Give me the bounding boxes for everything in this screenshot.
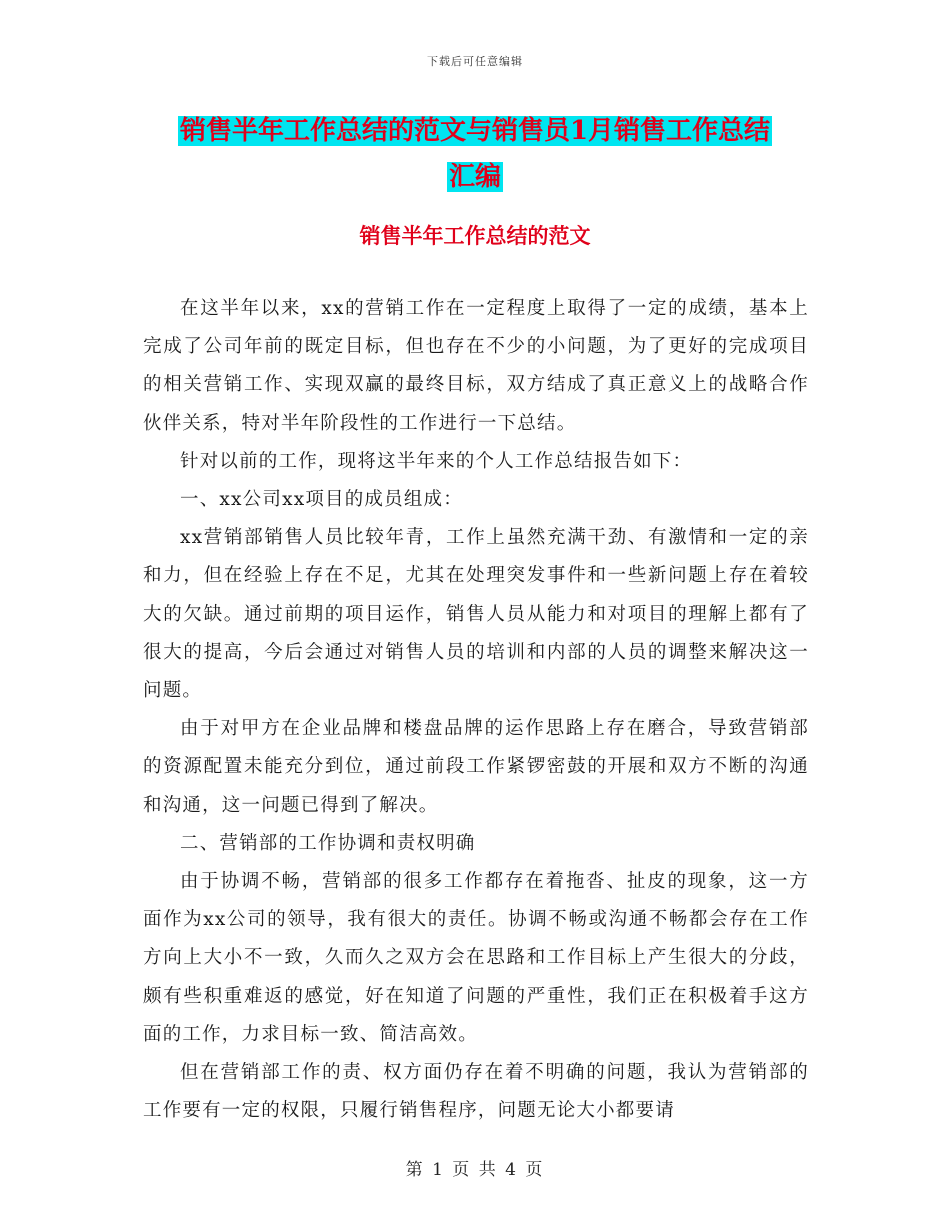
document-title-line-2: 汇编 [448,162,501,192]
paragraph: 在这半年以来，xx的营销工作在一定程度上取得了一定的成绩，基本上完成了公司年前的既定目标，但也存在不少的小问题，为了更好的完成项目的相关营销工作、实现双赢的最终目标，双方结成了真正意义上的战略合作伙伴关系，特对半年阶段性的工作进行一下总结。 [143,298,809,434]
paragraph: 针对以前的工作，现将这半年来的个人工作总结报告如下： [180,450,693,472]
paragraph: 由于对甲方在企业品牌和楼盘品牌的运作思路上存在磨合，导致营销部的资源配置未能充分到位，通过前段工作紧锣密鼓的开展和双方不断的沟通和沟通，这一问题已得到了解决。 [143,718,809,816]
body-text [143,290,809,1130]
paragraph-heading: 二、营销部的工作协调和责权明确 [180,832,476,854]
paragraph: xx营销部销售人员比较年青，工作上虽然充满干劲、有激情和一定的亲和力，但在经验上存在不足，尤其在处理突发事件和一些新问题上存在着较大的欠缺。通过前期的项目运作，销售人员从能力和对项目的理解上都有了很大的提高，今后会通过对销售人员的培训和内部的人员的调整来解决这一问题。 [143,527,809,702]
document-title-line-1: 销售半年工作总结的范文与销售员1月销售工作总结 [179,116,771,146]
paragraph: 由于协调不畅，营销部的很多工作都存在着拖沓、扯皮的现象，这一方面作为xx公司的领导，我有很大的责任。协调不畅或沟通不畅都会存在工作方向上大小不一致，久而久之双方会在思路和工作目标上产生很大的分歧，颇有些积重难返的感觉，好在知道了问题的严重性，我们正在积极着手这方面的工作，力求目标一致、简洁高效。 [143,871,809,1045]
paragraph: 但在营销部工作的责、权方面仍存在着不明确的问题，我认为营销部的工作要有一定的权限，只履行销售程序，问题无论大小都要请 [143,1062,809,1122]
paragraph-heading: 一、xx公司xx项目的成员组成： [180,489,463,511]
document-title [145,108,805,200]
page-footer: 第 1 页 共 4 页 [405,1160,545,1180]
section-title: 销售半年工作总结的范文 [359,223,591,248]
header-note: 下载后可任意编辑 [427,55,523,68]
